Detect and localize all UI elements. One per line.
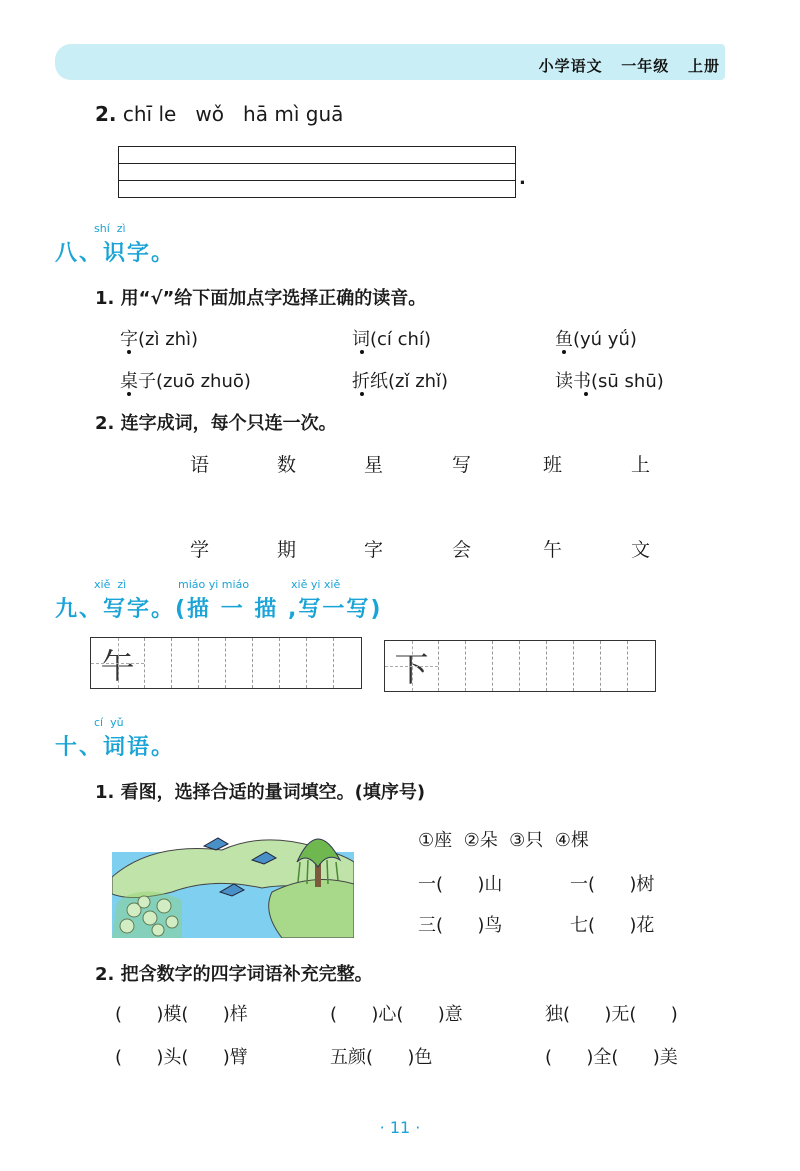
page-number: · 11 · (379, 1118, 421, 1137)
pinyin-writing-box[interactable] (118, 146, 516, 198)
grid-cell[interactable] (307, 638, 334, 688)
link-char-top[interactable]: 班 (543, 454, 563, 476)
grid-cell[interactable] (226, 638, 253, 688)
reading-item[interactable]: 桌子(zuō zhuō) (120, 371, 251, 392)
model-char: 午 (91, 638, 145, 688)
section9-ruby-copy: xiě yi xiě (291, 578, 341, 591)
measure-word-options: ①座 ②朵 ③只 ④棵 (418, 830, 589, 851)
header-title: 小学语文 一年级 上册 (538, 57, 720, 75)
emphasis-dot (360, 392, 364, 396)
emphasis-dot (360, 350, 364, 354)
reading-item[interactable]: 读书(sū shū) (555, 371, 664, 392)
idiom-blank[interactable]: ( )模( )样 (115, 1004, 248, 1025)
grid-cell[interactable] (199, 638, 226, 688)
idiom-blank[interactable]: 独( )无( ) (545, 1004, 678, 1025)
flower-icon (112, 891, 182, 938)
idiom-blank[interactable]: ( )头( )臂 (115, 1047, 248, 1068)
grid-cell[interactable] (280, 638, 307, 688)
reading-item[interactable]: 鱼(yú yǘ) (555, 329, 637, 350)
grid-cell[interactable] (493, 641, 520, 691)
grid-cell[interactable] (520, 641, 547, 691)
grid-cell[interactable] (547, 641, 574, 691)
section10-q1: 1. 看图，选择合适的量词填空。(填序号) (95, 782, 426, 803)
link-char-bottom[interactable]: 学 (190, 539, 210, 561)
reading-item[interactable]: 词(cí chí) (352, 329, 431, 350)
section9-ruby-write: xiě zì (94, 578, 127, 591)
fill-blank[interactable]: 一( )山 (418, 874, 503, 895)
section8-ruby: shí zì (94, 222, 126, 235)
link-char-top[interactable]: 语 (190, 454, 210, 476)
link-char-top[interactable]: 星 (364, 454, 384, 476)
grid-cell[interactable] (628, 641, 655, 691)
emphasis-dot (584, 392, 588, 396)
link-char-bottom[interactable]: 会 (452, 539, 472, 561)
emphasis-dot (127, 350, 131, 354)
grid-cell[interactable] (439, 641, 466, 691)
section10-ruby: cí yǔ (94, 716, 124, 729)
landscape-illustration (112, 822, 354, 938)
link-char-bottom[interactable]: 文 (631, 539, 651, 561)
grid-cell[interactable] (145, 638, 172, 688)
reading-item[interactable]: 折纸(zǐ zhǐ) (352, 371, 449, 392)
link-char-top[interactable]: 写 (452, 454, 472, 476)
sentence-period: . (519, 168, 526, 189)
fill-blank[interactable]: 七( )花 (570, 915, 655, 936)
fill-blank[interactable]: 一( )树 (570, 874, 655, 895)
section10-title: 十、词语。 (55, 735, 176, 760)
link-char-bottom[interactable]: 字 (364, 539, 384, 561)
link-char-top[interactable]: 上 (631, 454, 651, 476)
writing-grid-1[interactable] (90, 637, 362, 689)
link-char-top[interactable]: 数 (277, 454, 297, 476)
grid-cell[interactable] (466, 641, 493, 691)
grid-cell[interactable] (334, 638, 361, 688)
pinyin-sentence: 2. chī le wǒ hā mì guā (95, 102, 344, 126)
idiom-blank[interactable]: ( )心( )意 (330, 1004, 463, 1025)
section8-q2: 2. 连字成词，每个只连一次。 (95, 413, 337, 434)
emphasis-dot (127, 392, 131, 396)
idiom-blank[interactable]: 五颜( )色 (330, 1047, 433, 1068)
writing-grid-2[interactable] (384, 640, 656, 692)
section8-q1: 1. 用“√”给下面加点字选择正确的读音。 (95, 288, 427, 309)
idiom-blank[interactable]: ( )全( )美 (545, 1047, 678, 1068)
link-char-bottom[interactable]: 期 (277, 539, 297, 561)
link-char-bottom[interactable]: 午 (543, 539, 563, 561)
fill-blank[interactable]: 三( )鸟 (418, 915, 503, 936)
grid-cell[interactable] (574, 641, 601, 691)
model-char: 下 (385, 641, 439, 691)
grid-cell[interactable] (172, 638, 199, 688)
grid-cell[interactable] (253, 638, 280, 688)
grid-cell[interactable] (601, 641, 628, 691)
section8-title: 八、识字。 (55, 241, 176, 266)
section10-q2: 2. 把含数字的四字词语补充完整。 (95, 964, 373, 985)
reading-item[interactable]: 字(zì zhì) (120, 329, 199, 350)
emphasis-dot (562, 350, 566, 354)
section9-ruby-trace: miáo yi miáo (178, 578, 250, 591)
section9-title: 九、写字。(描 一 描 ,写一写) (55, 597, 383, 622)
